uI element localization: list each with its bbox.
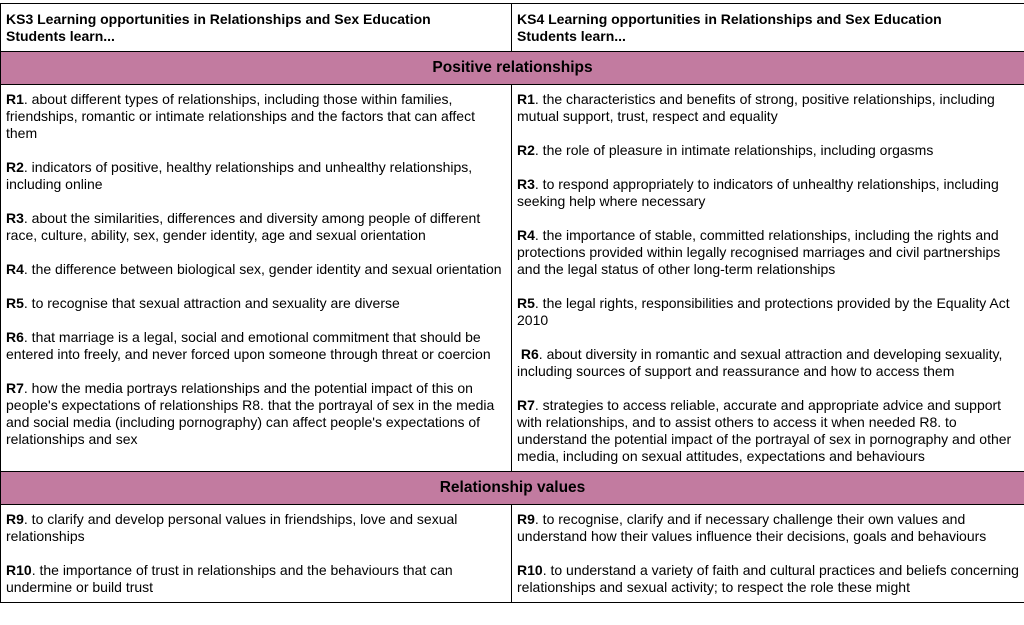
section-row-positive-relationships [1,52,1024,85]
list-item [517,397,1019,465]
item-text: . indicators of positive, healthy relationships and unhealthy relationships, including online [6,159,473,192]
item-code: R2 [6,159,24,175]
item-text: . about the similarities, differences and diversity among people of different race, culture, ability, sex, gender identity, age and sexual orientation [6,210,481,243]
item-text: . to recognise, clarify and if necessary challenge their own values and understand how their values influence their decisions, goals and behaviours [517,511,987,544]
ks4-header [512,4,1024,52]
item-text: . about diversity in romantic and sexual attraction and developing sexuality, including sources of support and reassurance and how to access them [517,346,1003,379]
list-item [517,227,1019,278]
ks3-items-cell [1,505,512,603]
list-item [517,562,1019,596]
item-text: . the difference between biological sex, gender identity and sexual orientation [23,261,502,277]
item-code: R1 [6,91,24,107]
item-code: R4 [517,227,535,243]
item-text: . the importance of trust in relationships and the behaviours that can undermine or build trust [6,562,453,595]
section-title: Relationship values [1,472,1024,505]
item-code: R10 [6,562,32,578]
list-item [517,142,1019,159]
item-text: . the importance of stable, committed relationships, including the rights and protections provided within legally recognised marriages and civil partnerships and the legal status of other long-term relationships [517,227,1001,277]
item-code: R3 [517,176,535,192]
item-code: R5 [6,295,24,311]
list-item [6,329,506,363]
list-item [6,261,506,278]
ks4-items-cell [512,85,1024,472]
list-item [517,91,1019,125]
list-item [6,562,506,596]
ks3-items-cell [1,85,512,472]
ks4-header-title: KS4 Learning opportunities in Relationships and Sex Education [517,11,942,27]
item-text: . that marriage is a legal, social and emotional commitment that should be entered into freely, and never forced upon someone through threat or coercion [6,329,491,362]
item-code: R7 [517,397,535,413]
list-item [6,91,506,142]
list-item [6,295,506,312]
item-code: R3 [6,210,24,226]
list-item [517,511,1019,545]
list-item [6,380,506,448]
ks3-header-subtitle: Students learn... [6,28,115,44]
item-code: R4 [6,261,24,277]
header-row [1,4,1024,52]
item-code: R2 [517,142,535,158]
item-text: . about different types of relationships, including those within families, friendships, romantic or intimate relationships and the factors that can affect them [6,91,475,141]
item-text: . to understand a variety of faith and cultural practices and beliefs concerning relationships and sexual activity; to respect the role these might [517,562,1019,595]
list-item [517,346,1019,380]
section-body-positive-relationships [1,85,1024,472]
item-text: . the characteristics and benefits of strong, positive relationships, including mutual support, trust, respect and equality [517,91,995,124]
rse-learning-table [0,3,1024,603]
list-item [517,295,1019,329]
section-row-relationship-values [1,472,1024,505]
ks4-items-cell [512,505,1024,603]
item-text: . the role of pleasure in intimate relationships, including orgasms [534,142,934,158]
list-item [6,511,506,545]
item-code: R7 [6,380,24,396]
ks3-header-title: KS3 Learning opportunities in Relationships and Sex Education [6,11,431,27]
section-body-relationship-values [1,505,1024,603]
ks3-header [1,4,512,52]
list-item [6,159,506,193]
item-text: . the legal rights, responsibilities and protections provided by the Equality Act 2010 [517,295,1010,328]
item-code: R9 [6,511,24,527]
item-text: . to clarify and develop personal values in friendships, love and sexual relationships [6,511,458,544]
item-code: R1 [517,91,535,107]
item-code: R9 [517,511,535,527]
list-item [517,176,1019,210]
item-code: R6 [520,346,539,362]
item-code: R6 [6,329,24,345]
list-item [6,210,506,244]
item-code: R10 [517,562,543,578]
item-text: . to recognise that sexual attraction and sexuality are diverse [23,295,400,311]
item-code: R5 [517,295,535,311]
item-text: . to respond appropriately to indicators of unhealthy relationships, including seeking help where necessary [517,176,999,209]
ks4-header-subtitle: Students learn... [517,28,626,44]
item-text: . strategies to access reliable, accurate and appropriate advice and support with relationships, and to assist others to access it when needed R8. to understand the potential impact of the portrayal of sex in pornography and other media, including on sexual attitudes, expectations and behaviours [517,397,1012,464]
section-title: Positive relationships [1,52,1024,85]
item-text: . how the media portrays relationships and the potential impact of this on people's expectations of relationships R8. that the portrayal of sex in the media and social media (including pornography) can affect people's expectations of relationships and sex [6,380,495,447]
